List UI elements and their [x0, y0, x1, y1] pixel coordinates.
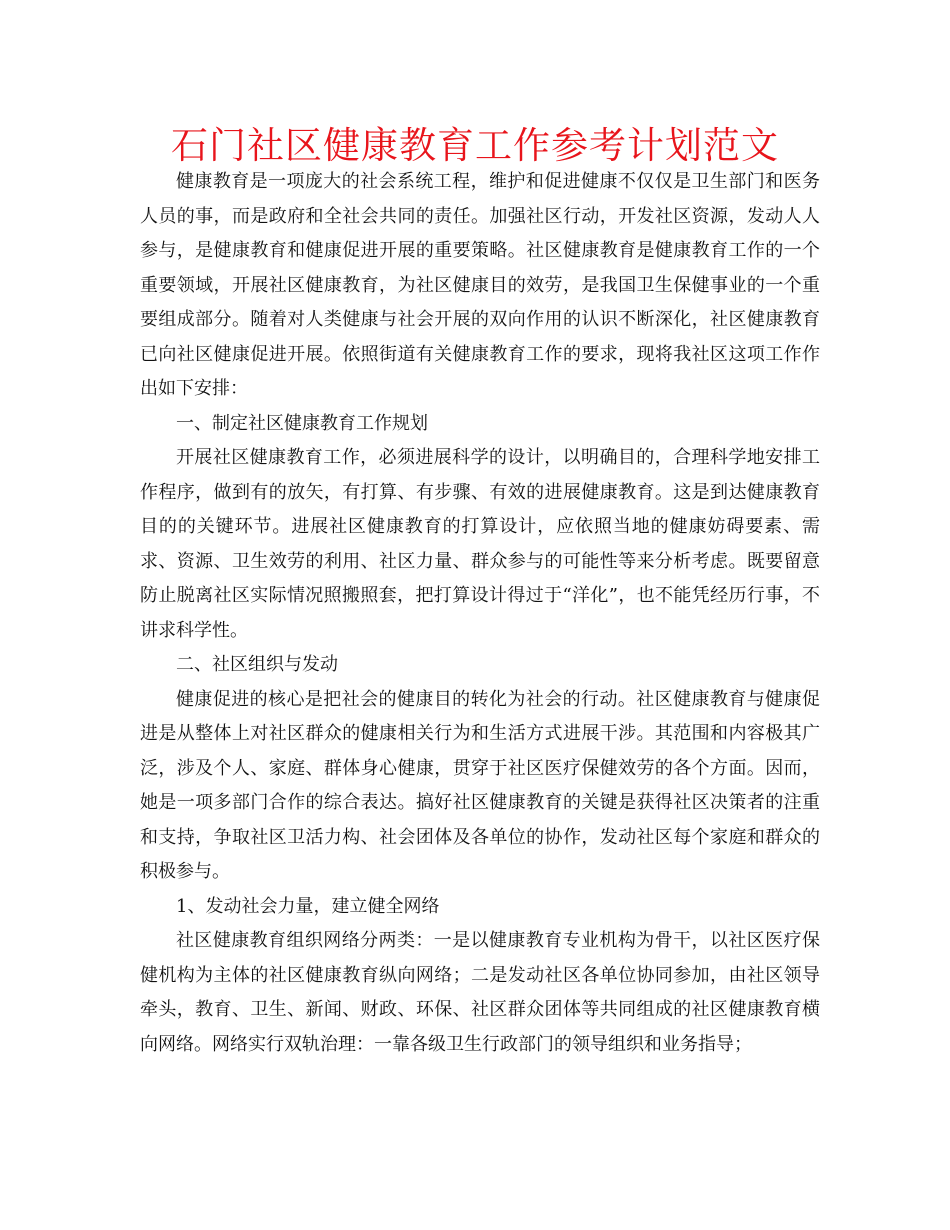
section-2-paragraph: 健康促进的核心是把社会的健康目的转化为社会的行动。社区健康教育与健康促进是从整体上对社区群众的健康相关行为和生活方式进展干涉。其范围和内容极其广泛，涉及个人、家庭、群体身心健康，贯穿于社区医疗保健效劳的各个方面。因而，她是一项多部门合作的综合表达。搞好社区健康教育的关键是获得社区决策者的注重和支持，争取社区卫活力构、社会团体及各单位的协作，发动社区每个家庭和群众的积极参与。 — [140, 688, 820, 882]
subsection-heading-1: 1、发动社会力量，建立健全网络 — [176, 895, 440, 917]
document-body — [140, 165, 820, 1062]
section-heading-2: 二、社区组织与发动 — [176, 654, 338, 675]
subsection-1-paragraph: 社区健康教育组织网络分两类：一是以健康教育专业机构为骨干，以社区医疗保健机构为主体的社区健康教育纵向网络；二是发动社区各单位协同参加，由社区领导牵头，教育、卫生、新闻、财政、环保、社区群众团体等共同组成的社区健康教育横向网络。网络实行双轨治理：一靠各级卫生行政部门的领导组织和业务指导； — [140, 930, 820, 1055]
section-1-paragraph: 开展社区健康教育工作，必须进展科学的设计，以明确目的，合理科学地安排工作程序，做到有的放矢，有打算、有步骤、有效的进展健康教育。这是到达健康教育目的的关键环节。进展社区健康教育的打算设计，应依照当地的健康妨碍要素、需求、资源、卫生效劳的利用、社区力量、群众参与的可能性等来分析考虑。既要留意防止脱离社区实际情况照搬照套，把打算设计得过于“洋化”，也不能凭经历行事，不讲求科学性。 — [140, 447, 820, 641]
section-heading-1: 一、制定社区健康教育工作规划 — [176, 412, 428, 434]
document-title: 石门社区健康教育工作参考计划范文 — [171, 124, 779, 167]
intro-paragraph: 健康教育是一项庞大的社会系统工程，维护和促进健康不仅仅是卫生部门和医务人员的事，而是政府和全社会共同的责任。加强社区行动，开发社区资源，发动人人参与，是健康教育和健康促进开展的重要策略。社区健康教育是健康教育工作的一个重要领域，开展社区健康教育，为社区健康目的效劳，是我国卫生保健事业的一个重要组成部分。随着对人类健康与社会开展的双向作用的认识不断深化，社区健康教育已向社区健康促进开展。依照街道有关健康教育工作的要求，现将我社区这项工作作出如下安排： — [140, 171, 820, 399]
